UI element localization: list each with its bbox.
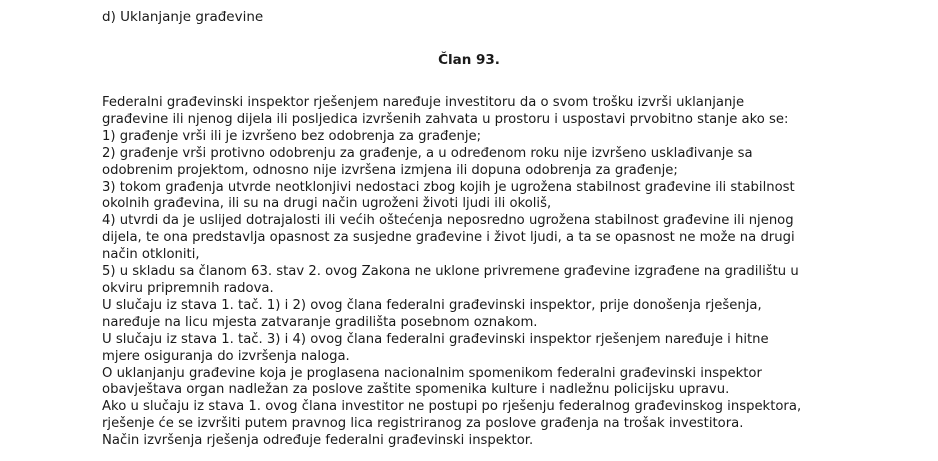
paragraph-line: Ako u slučaju iz stava 1. ovog člana investitor ne postupi po rješenju federalnog građevinskog inspektora, [102, 399, 802, 415]
body-line: odobrenim projektom, odnosno nije izvršena izmjena ili dopuna odobrenja za građenje; [102, 162, 678, 178]
list-item: 2) građenje vrši protivno odobrenju za građenje, a u određenom roku nije izvršeno usklađivanje sa [102, 145, 753, 161]
list-item: 4) utvrdi da je uslijed dotrajalosti ili većih oštećenja neposredno ugrožena stabilnost građevine ili njenog [102, 213, 794, 229]
paragraph-line: naređuje na licu mjesta zatvaranje gradilišta posebnom oznakom. [102, 314, 538, 330]
paragraph-line: rješenje će se izvršiti putem pravnog lica registriranog za poslove građenja na trošak investitora. [102, 416, 744, 432]
article-title: Član 93. [438, 52, 500, 68]
body-line: dijela, te ona predstavlja opasnost za susjedne građevine i život ljudi, a ta se opasnost ne može na drugi [102, 230, 795, 246]
body-line: okolnih građevina, ili su na drugi način ugroženi životi ljudi ili okoliš, [102, 196, 552, 212]
list-item: 1) građenje vrši ili je izvršeno bez odobrenja za građenje; [102, 128, 482, 144]
list-item: 5) u skladu sa članom 63. stav 2. ovog Zakona ne uklone privremene građevine izgrađene na gradilištu u [102, 264, 799, 280]
body-line: način otkloniti, [102, 247, 200, 263]
body-line: Federalni građevinski inspektor rješenjem naređuje investitoru da o svom trošku izvrši uklanjanje [102, 95, 745, 110]
paragraph-line: U slučaju iz stava 1. tač. 3) i 4) ovog člana federalni građevinski inspektor rješenjem naređuje i hitne [102, 331, 769, 347]
section-heading: d) Uklanjanje građevine [102, 9, 264, 25]
article-body [102, 95, 912, 450]
body-line: građevine ili njenog dijela ili posljedica izvršenih zahvata u prostoru i uspostavi prvobitno stanje ako se: [102, 111, 789, 127]
paragraph-line: O uklanjanju građevine koja je proglasena nacionalnim spomenikom federalni građevinski inspektor [102, 365, 762, 381]
list-item: 3) tokom građenja utvrde neotklonjivi nedostaci zbog kojih je ugrožena stabilnost građevine ili stabilnost [102, 179, 795, 195]
body-line: okviru pripremnih radova. [102, 280, 274, 296]
paragraph-line: U slučaju iz stava 1. tač. 1) i 2) ovog člana federalni građevinski inspektor, prije donošenja rješenja, [102, 297, 762, 313]
paragraph-line: Način izvršenja rješenja određuje federalni građevinski inspektor. [102, 433, 534, 449]
paragraph-line: obavještava organ nadležan za poslove zaštite spomenika kulture i nadležnu policijsku upravu. [102, 382, 730, 398]
paragraph-line: mjere osiguranja do izvršenja naloga. [102, 348, 350, 364]
